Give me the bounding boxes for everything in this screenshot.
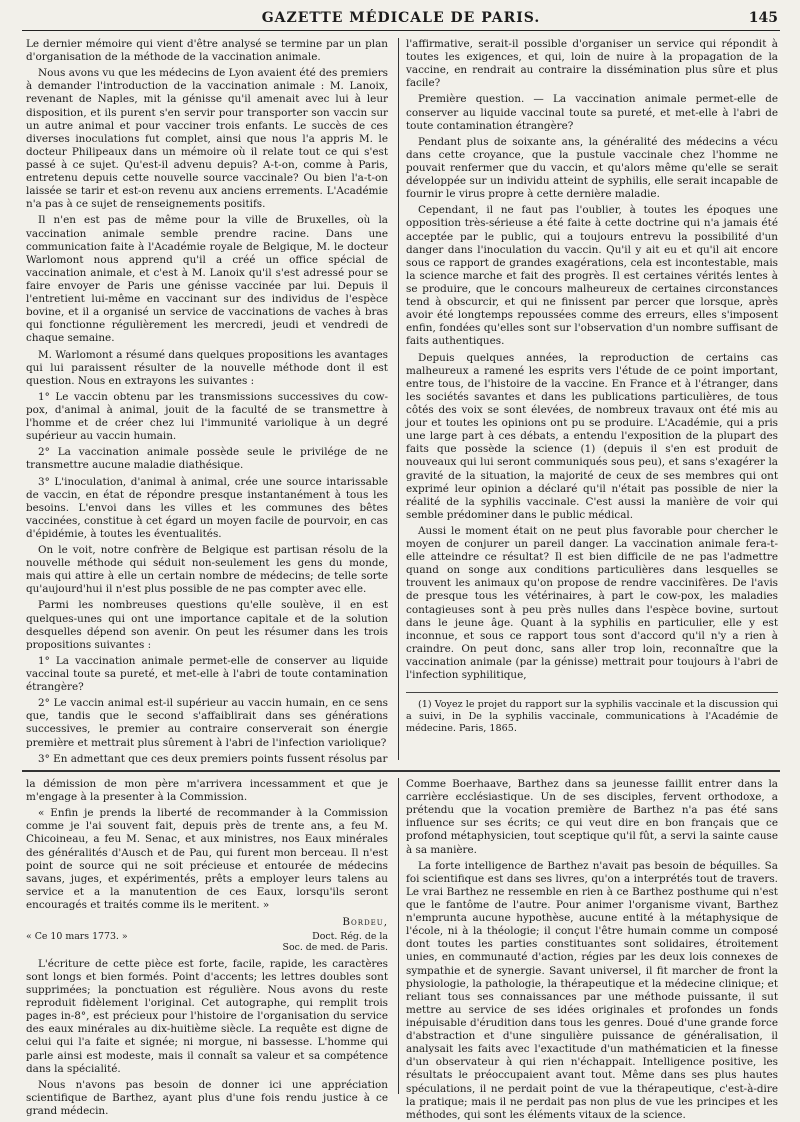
paragraph: Parmi les nombreuses questions qu'elle soulève, il en est quelques-unes qui ont une importance capitale et de la solution desquelles dépend son avenir. On peut les résumer dans les trois propositions suivantes : (26, 599, 388, 651)
column-divider (398, 778, 399, 1094)
bottom-right-column (406, 778, 778, 1121)
paragraph: la démission de mon père m'arrivera incessamment et que je m'engage à la presenter à la Commission. (26, 778, 388, 804)
paragraph: l'affirmative, serait-il possible d'organiser un service qui répondit à toutes les exigences, et qui, loin de nuire à la propagation de la vaccine, en rendrait au contraire la dissémination plus sûre et plus facile? (406, 38, 778, 90)
paragraph: Nous avons vu que les médecins de Lyon avaient été des premiers à demander l'introduction de la vaccination animale : M. Lanoix, revenant de Naples, mit la génisse qu'il amenait avec lui à leur disposition, et ils purent s'en servir pour transporter son vaccin sur un autre animal et pour vacciner trois enfants. Le succès de ces diverses inoculations fut complet, ainsi que nous l'a appris M. le docteur Philipeaux dans un mémoire où il relate tout ce qui s'est passé à ce sujet. Qu'est-il advenu depuis? A-t-on, comme à Paris, entretenu depuis cette nouvelle source vaccinale? Ou bien l'a-t-on laissée se tarir et est-on revenu aux anciens errements. L'Académie n'a pas à ce sujet de renseignements positifs. (26, 67, 388, 211)
top-left-column (26, 38, 388, 765)
paragraph: Il n'en est pas de même pour la ville de Bruxelles, où la vaccination animale semble prendre racine. Dans une communication faite à l'Académie royale de Belgique, M. le docteur Warlomont nous apprend qu'il a créé un office spécial de vaccination animale, et c'est à M. Lanoix qu'il s'est adressé pour se faire envoyer de Paris une génisse vaccinée par lui. Depuis il l'entretient lui-même en vaccinant sur des individus de l'espèce bovine, et il a organisé un service de vaccinations de vaches à bras qui fonctionne régulièrement les mercredi, jeudi et vendredi de chaque semaine. (26, 214, 388, 345)
paragraph: 1° Le vaccin obtenu par les transmissions successives du cow-pox, d'animal à animal, jouit de la faculté de se transmettre à l'homme et de créer chez lui l'immunité variolique à un degré supérieur au vaccin humain. (26, 390, 388, 443)
paragraph: Pendant plus de soixante ans, la généralité des médecins a vécu dans cette croyance, que la pustule vaccinale chez l'homme ne pouvait renfermer que du vaccin, et qu'alors même qu'elle se serait développée sur un individu atteint de syphilis, elle serait incapable de fournir le virus propre à cette dernière maladie. (406, 135, 778, 201)
paragraph: L'écriture de cette pièce est forte, facile, rapide, les caractères sont longs et bien formés. Point d'accents; les lettres doubles sont supprimées; la ponctuation est régulière. Nous avons du reste reproduit fidèlement l'original. Cet autographe, qui remplit trois pages in-8°, est précieux pour l'histoire de l'organisation du service des eaux minérales au dix-huitième siècle. La requête est digne de celui qui l'a faite et signée; ni morgue, ni bassesse. L'homme qui parle ainsi est modeste, mais il connaît sa valeur et sa compétence dans la spécialité. (26, 957, 388, 1075)
page-number: 145 (748, 10, 778, 26)
paragraph: 2° La vaccination animale possède seule le privilége de ne transmettre aucune maladie diathésique. (26, 446, 388, 472)
paragraph: Première question. — La vaccination animale permet-elle de conserver au liquide vaccinal toute sa pureté, et met-elle à l'abri de toute contamination étrangère? (406, 93, 778, 132)
paragraph: On le voit, notre confrère de Belgique est partisan résolu de la nouvelle méthode qui séduit non-seulement les gens du monde, mais qui attire à elle un certain nombre de médecins; de telle sorte qu'aujourd'hui il n'est plus possible de ne pas compter avec elle. (26, 544, 388, 596)
paragraph: M. Warlomont a résumé dans quelques propositions les avantages qui lui paraissent résulter de la nouvelle méthode dont il est question. Nous en extrayons les suivantes : (26, 348, 388, 387)
top-right-column (406, 38, 778, 760)
signature-name: Bordeu, (342, 916, 388, 929)
page-header (22, 8, 780, 31)
paragraph: 1° La vaccination animale permet-elle de conserver au liquide vaccinal toute sa pureté, et met-elle à l'abri de toute contamination étrangère? (26, 654, 388, 694)
paragraph: Aussi le moment était on ne peut plus favorable pour chercher le moyen de conjurer un pareil danger. La vaccination animale fera-t-elle atteindre ce résultat? Il est bien difficile de ne pas l'admettre quand on songe aux conditions particulières dans lesquelles se trouvent les animaux qu'on propose de rendre vaccinifères. De l'avis de presque tous les vétérinaires, à part le cow-pox, les maladies contagieuses sont à peu près nulles dans l'espèce bovine, surtout dans le jeune âge. Quant à la syphilis en particulier, elle y est inconnue, et sous ce rapport tous sont d'accord qu'il n'y a rien à craindre. On peut donc, sans aller trop loin, reconnaître que la vaccination animale (par la génisse) mettrait pour toujours à l'abri de l'infection syphilitique, (406, 524, 778, 682)
signature-block (26, 916, 388, 954)
signature-title: Soc. de med. de Paris. (282, 942, 388, 954)
bottom-left-column (26, 778, 388, 1117)
signature-title: Doct. Rég. de la (312, 931, 388, 943)
paragraph: 2° Le vaccin animal est-il supérieur au vaccin humain, en ce sens que, tandis que le second s'affaiblirait dans ses générations successives, le premier au contraire conserverait son énergie première et mettrait plus sûrement à l'abri de l'infection variolique? (26, 697, 388, 749)
paragraph: Depuis quelques années, la reproduction de certains cas malheureux a ramené les esprits vers l'étude de ce point important, entre tous, de l'histoire de la vaccine. En France et à l'étranger, dans les sociétés savantes et dans les publications particulières, de tous côtés des voix se sont élevées, de nombreux travaux ont été mis au jour et toutes les opinions ont pu se produire. L'Académie, qui a pris une large part à ces débats, a entendu l'exposition de la plupart des faits que possède la science (1) (depuis il s'en est produit de nouveaux qui lui seront communiqués sous peu), et sans s'exagérer la gravité de la situation, la majorité de ceux de ses membres qui ont exprimé leur opinion a déclaré qu'il n'était pas possible de nier la réalité de la syphilis vaccinale. C'est aussi la manière de voir qui semble prédominer dans le public médical. (406, 351, 778, 521)
paragraph: 3° En admettant que ces deux premiers points fussent résolus par (38, 752, 388, 765)
footnote-rule (406, 692, 778, 693)
paragraph: Le dernier mémoire qui vient d'être analysé se termine par un plan d'organisation de la méthode de la vaccination animale. (26, 38, 388, 64)
paragraph: Cependant, il ne faut pas l'oublier, à toutes les époques une opposition très-sérieuse a été faite à cette doctrine qui n'a jamais été acceptée par le public, qui a toujours entrevu la possibilité d'un danger dans l'inoculation du vaccin. Qu'il y ait eu et qu'il ait encore sous ce rapport de grandes exagérations, cela est incontestable, mais la science marche et fait des progrès. Il est certaines vérités lentes à se produire, que le concours malheureux de certaines circonstances tend à obscurcir, et qui ne finissent par percer que lorsque, après avoir été longtemps repoussées comme des erreurs, elles s'imposent enfin, fondées qu'elles sont sur l'observation d'un nombre suffisant de faits authentiques. (406, 204, 778, 348)
column-divider (398, 38, 399, 760)
paragraph: Nous n'avons pas besoin de donner ici une appréciation scientifique de Barthez, ayant plus d'une fois rendu justice à ce grand médecin. (26, 1078, 388, 1117)
paragraph: 3° L'inoculation, d'animal à animal, crée une source intarissable de vaccin, en état de répondre presque instantanément à tous les besoins. L'envoi dans les villes et les communes des bêtes vaccinées, constitue à cet égard un moyen facile de pourvoir, en cas d'épidémie, à toutes les éventualités. (26, 475, 388, 540)
footnote: (1) Voyez le projet du rapport sur la syphilis vaccinale et la discussion qui a suivi, in De la syphilis vaccinale, communications à l'Académie de médecine. Paris, 1865. (406, 699, 778, 735)
paragraph: Comme Boerhaave, Barthez dans sa jeunesse faillit entrer dans la carrière ecclésiastique. Un de ses disciples, fervent orthodoxe, a prétendu que la vocation première de Barthez n'a pas été sans influence sur ses écrits; ce qui veut dire en bon français que ce profond métaphysicien, tout sceptique qu'il fût, a servi la sainte cause à sa manière. (406, 778, 778, 856)
paragraph: « Enfin je prends la liberté de recommander à la Commission comme je l'ai souvent fait, depuis près de trente ans, a feu M. Chicoineau, a feu M. Senac, et aux ministres, nos Eaux minérales des généralités d'Ausch et de Pau, qui furent mon berceau. Il n'est point de source qui ne soit précieuse et entourée de médecins savans, juges, et expérimentés, prêts a employer leurs talens au service et a la manutention de ces Eaux, lorsqu'ils seront encouragés et traités comme ils le meritent. » (26, 807, 388, 911)
paragraph: La forte intelligence de Barthez n'avait pas besoin de béquilles. Sa foi scientifique est dans ses livres, qu'on a interprétés tout de travers. Le vrai Barthez ne ressemble en rien à ce Barthez posthume qui n'est que le fantôme de l'autre. Pour animer l'organisme vivant, Barthez n'emprunta aucune hypothèse, aucune entité à la métaphysique de l'école, ni à la théologie; il conçut l'être humain comme un composé dont toutes les parties constituantes sont solidaires, étroitement unies, en communauté d'action, régies par les deux lois connexes de sympathie et de synergie. Savant universel, il fit marcher de front la physiologie, la pathologie, la thérapeutique et la médecine clinique; et reliant tous ses connaissances par une méthode puissante, il sut mettre au service de ses idées originales et profondes un fonds inépuisable d'érudition dans tous les genres. Doué d'une grande force d'abstraction et d'une singulière puissance de généralisation, il analysait les faits avec l'exactitude d'un mathématicien et la finesse d'un observateur à qui rien n'échappait. Intelligence positive, les résultats le préoccupaient avant tout. Même dans ses plus hautes spéculations, il ne perdait point de vue la thérapeutique, c'est-à-dire la pratique; mais il ne perdait pas non plus de vue les principes et les méthodes, qui sont les éléments vitaux de la science. (406, 859, 778, 1121)
signature-date: « Ce 10 mars 1773. » (26, 931, 128, 943)
journal-title: GAZETTE MÉDICALE DE PARIS. (261, 10, 541, 26)
section-divider (22, 770, 780, 772)
